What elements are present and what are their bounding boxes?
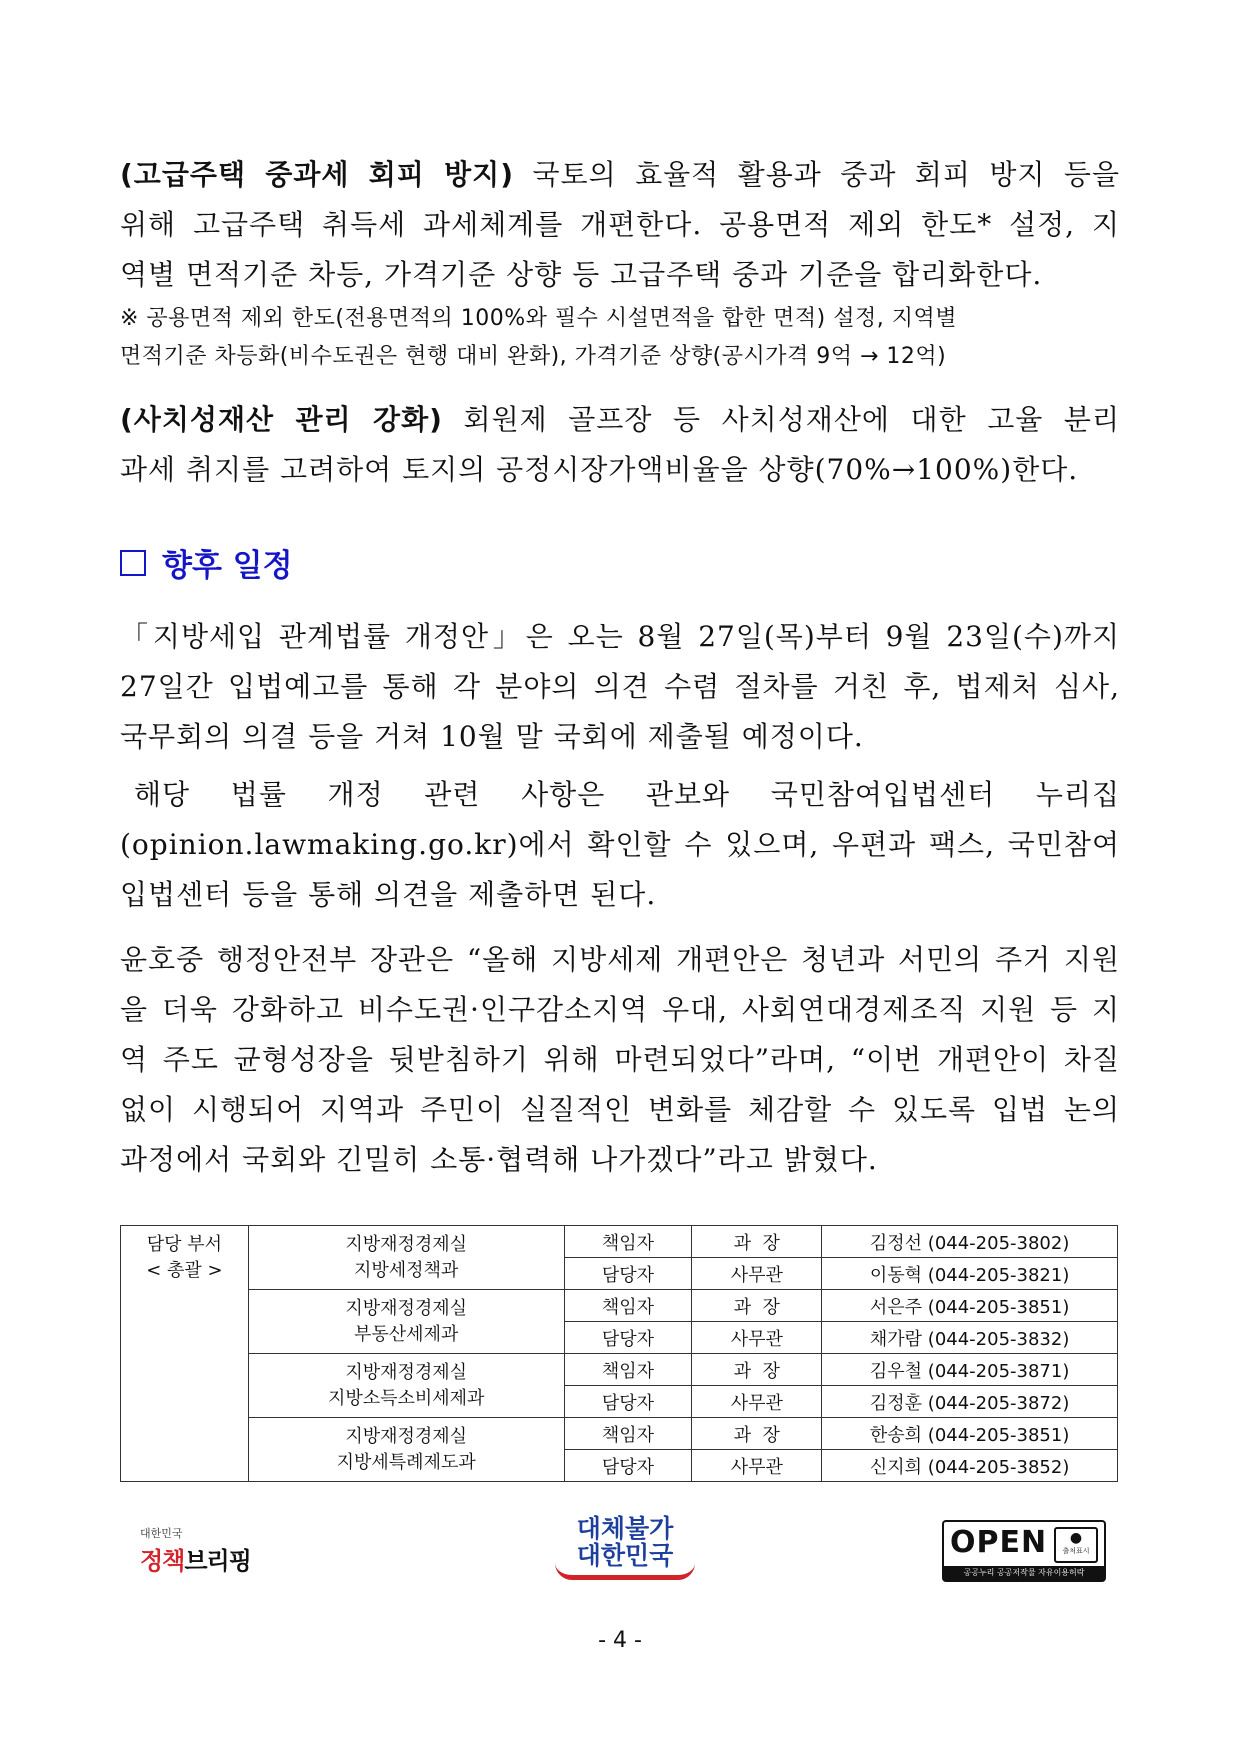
policy-briefing-logo: 대한민국 정책브리핑 [140,1527,251,1575]
checkbox-square-icon [120,550,146,576]
person-icon: ● [1069,1530,1083,1546]
paragraph-schedule: 「지방세입 관계법률 개정안」은 오는 8월 27일(목)부터 9월 23일(수)까지 27일간 입법예고를 통해 각 분야의 의견 수렴 절차를 거친 후, 법제처 심사, 국무회의 의결 등을 거쳐 10월 말 국회에 제출될 예정이다. [120,620,1120,753]
paragraph-minister-quote: 윤호중 행정안전부 장관은 “올해 지방세제 개편안은 청년과 서민의 주거 지원 을 더욱 강화하고 비수도권·인구감소지역 우대, 사회연대경제조직 지원 등 지 역 주도 균형성장을 뒷받침하기 위해 마련되었다”라며, “이번 개편안이 차질 없이 시행되어 지역과 주민이 실질적인 변화를 체감할 수 있도록 입법 논의 과정에서 국회와 긴밀히 소통·협력해 나가겠다”라고 밝혔다. [120,943,1120,1176]
footnote: ※ 공용면적 제외 한도(전용면적의 100%와 필수 시설면적을 합한 면적) 설정, 지역별 면적기준 차등화(비수도권은 현행 대비 완화), 가격기준 상향(공시가격 9억 → 12억) [120,306,957,369]
contact-label-cell: 담당 부서 < 총괄 > [121,1226,249,1482]
paragraph-opinion: 해당 법률 개정 관련 사항은 관보와 국민참여입법센터 누리집 (opinion.lawmaking.go.kr)에서 확인할 수 있으며, 우편과 팩스, 국민참여 입법센터 등을 통해 의견을 제출하면 된다. [120,778,1120,911]
page-number: - 4 - [598,1628,642,1653]
open-license-logo: OPEN ● 출처표시 공공누리 공공저작물 자유이용허락 [942,1520,1106,1582]
paragraph-luxury-property: (사치성재산 관리 강화) 회원제 골프장 등 사치성재산에 대한 고율 분리 과세 취지를 고려하여 토지의 공정시장가액비율을 상향(70%→100%)한다. [120,403,1120,486]
korea-slogan-logo: 대체불가 대한민국 [555,1515,695,1580]
dept-cell: 지방재정경제실 지방세정책과 [248,1226,564,1290]
section-heading: 향후 일정 [120,540,293,585]
attribution-badge: ● 출처표시 [1054,1527,1098,1563]
paragraph-luxury-housing: (고급주택 중과세 회피 방지) 국토의 효율적 활용과 중과 회피 방지 등을 위해 고급주택 취득세 과세체계를 개편한다. 공용면적 제외 한도* 설정, 지 역별 면적기준 차등, 가격기준 상향 등 고급주택 중과 기준을 합리화한다. [120,158,1121,291]
paragraph-heading: (사치성재산 관리 강화) [120,403,443,436]
paragraph-heading: (고급주택 중과세 회피 방지) [120,158,515,191]
dept-cell: 지방재정경제실 부동산세제과 [248,1290,564,1354]
dept-cell: 지방재정경제실 지방세특례제도과 [248,1418,564,1482]
contact-table: 담당 부서 < 총괄 > 지방재정경제실 지방세정책과 책임자 과 장 김정선 (044-205-3802) 담당자 사무관 이동혁 (044-205-3821) 지방재정경제실 부동산세제과 책임자 과 장 서은주 (044-205-3851) 담당자 사무관 채가람 (044-205-3832) 지방재정경제실 지방소득소비세제과 책임자 과 장 김우철 (044-205-3871) 담당자 사무관 김정훈 (044-205-3872) 지방재정경제실 지방세특례제도과 책임자 과 장 한송희 (044-205-3851) 담당자 사무관 신지희 (044-205-3852) [120,1225,1118,1482]
dept-cell: 지방재정경제실 지방소득소비세제과 [248,1354,564,1418]
